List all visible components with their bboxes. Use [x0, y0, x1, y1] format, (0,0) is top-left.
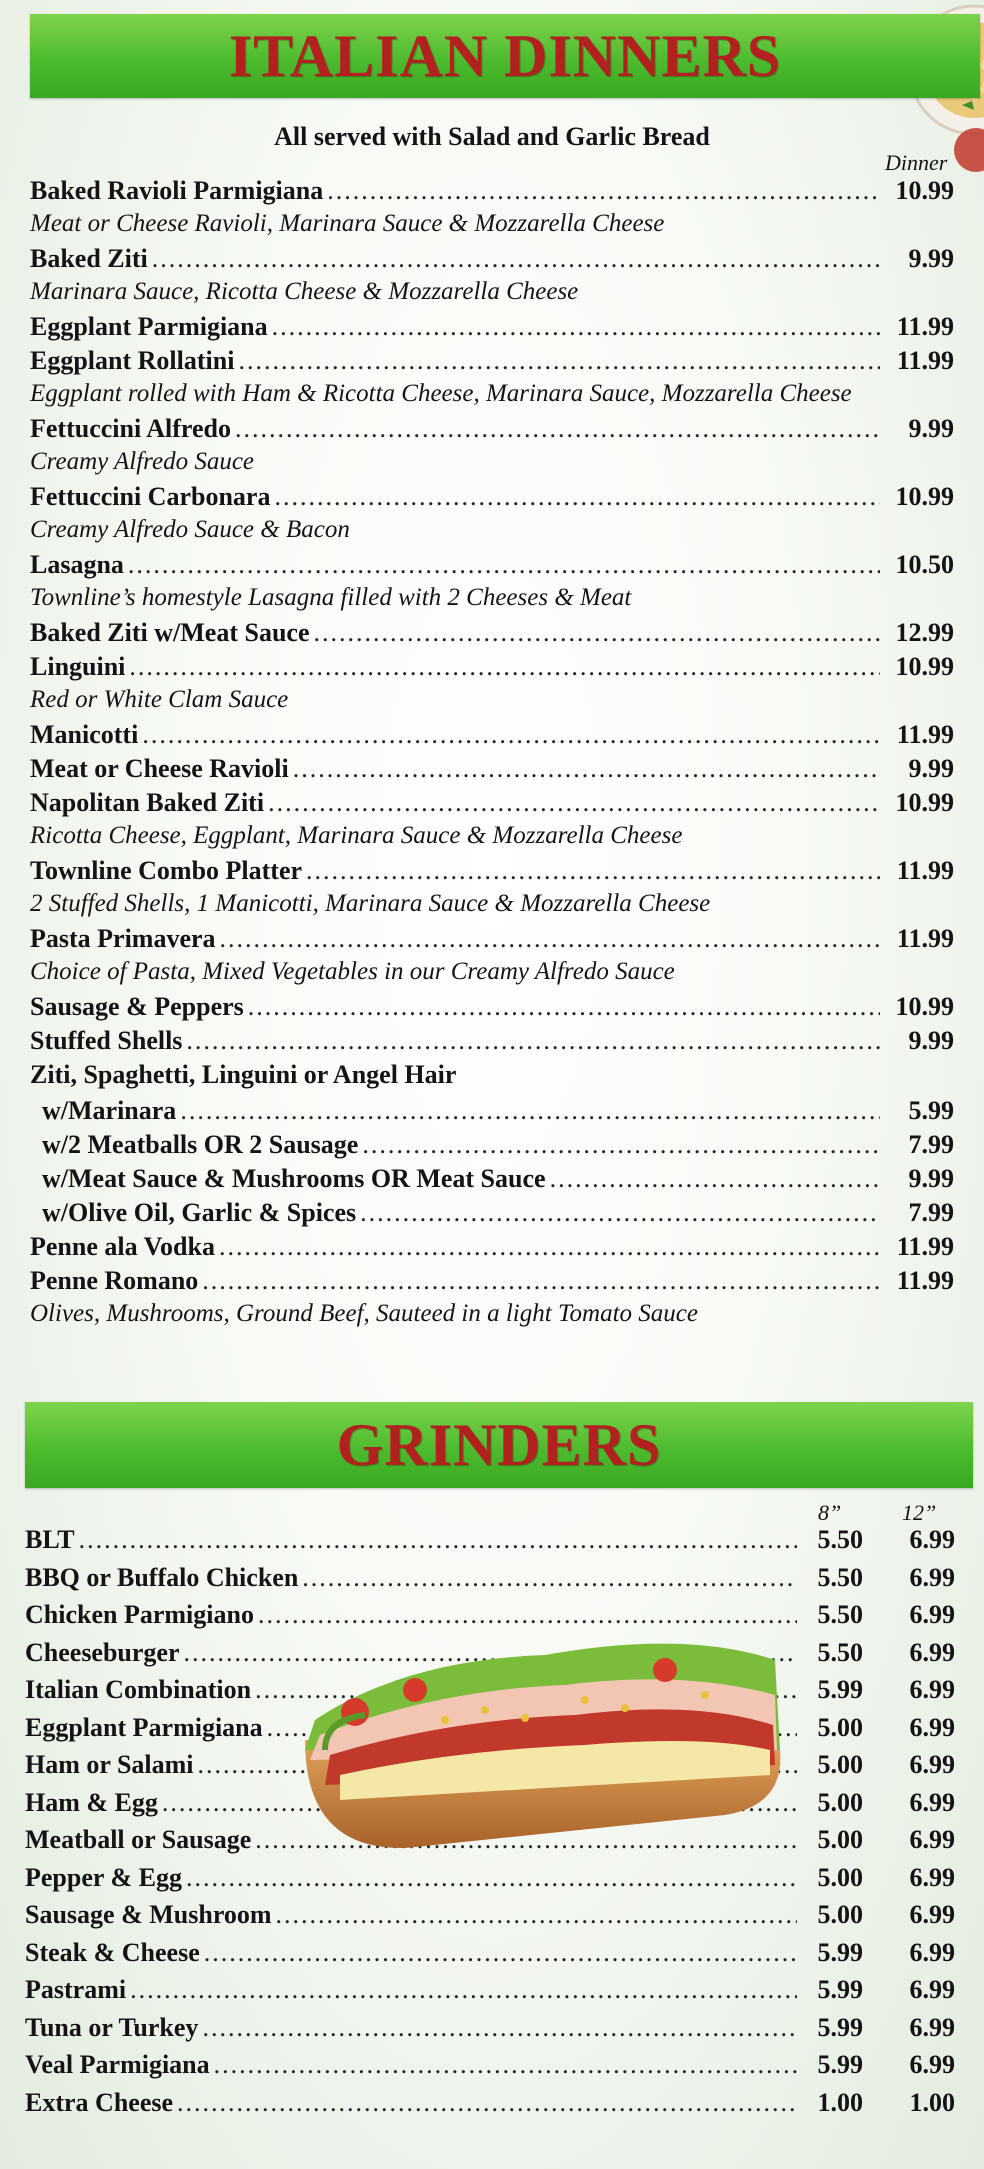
- item-price: 7.99: [908, 1130, 954, 1159]
- menu-item-row: [30, 788, 954, 818]
- item-price: 11.99: [896, 856, 954, 885]
- dot-leader: [268, 788, 880, 818]
- price-8-inch: 5.00: [817, 1862, 863, 1892]
- item-name: Penne Romano: [30, 1266, 199, 1295]
- price-8-inch: 5.50: [817, 1525, 863, 1554]
- item-name: Veal Parmigiana: [25, 2050, 210, 2079]
- dot-leader: [248, 992, 880, 1022]
- grinders-title: GRINDERS: [336, 1411, 662, 1478]
- item-name: Pasta Primavera: [30, 924, 216, 953]
- price-12-inch: 6.99: [909, 1975, 955, 2004]
- item-name: Cheeseburger: [25, 1637, 180, 1667]
- italian-subtitle: All served with Salad and Garlic Bread: [274, 122, 710, 151]
- item-description: Eggplant rolled with Ham & Ricotta Cheese, Marinara Sauce, Mozzarella Cheese: [30, 380, 852, 407]
- menu-item-row: [30, 346, 954, 376]
- grinders-banner: [25, 1402, 973, 1488]
- item-name: Baked Ziti: [30, 244, 148, 273]
- menu-item-row: [30, 754, 954, 784]
- item-description: Meat or Cheese Ravioli, Marinara Sauce & Mozzarella Cheese: [30, 210, 665, 237]
- dot-leader: [238, 346, 880, 376]
- dot-leader: [129, 652, 880, 682]
- price-12-inch: 6.99: [909, 1600, 955, 1629]
- dot-leader: [302, 1563, 797, 1593]
- menu-item-row: [30, 176, 954, 206]
- item-price: 11.99: [896, 1266, 954, 1295]
- item-name: Fettuccini Alfredo: [30, 414, 231, 443]
- item-name: Tuna or Turkey: [25, 2012, 199, 2042]
- dot-leader: [130, 1975, 797, 2005]
- item-price: 9.99: [908, 754, 954, 783]
- dot-leader: [362, 1130, 880, 1160]
- item-name: Eggplant Parmigiana: [30, 312, 268, 341]
- price-8-inch: 5.50: [817, 1637, 863, 1667]
- dot-leader: [219, 1232, 880, 1262]
- price-12-inch: 6.99: [909, 1712, 955, 1742]
- dot-leader: [186, 1026, 880, 1056]
- item-price: 11.99: [896, 1232, 954, 1261]
- menu-item-row: [30, 1026, 954, 1056]
- item-price: 10.99: [895, 652, 954, 681]
- item-price: 5.99: [908, 1096, 954, 1125]
- item-price: 7.99: [908, 1198, 954, 1227]
- item-price: 9.99: [908, 1164, 954, 1193]
- dot-leader: [180, 1096, 880, 1126]
- grinder-item-row: [25, 1863, 955, 1893]
- price-12-inch: 6.99: [909, 1637, 955, 1667]
- dot-leader: [202, 1266, 880, 1296]
- price-12-inch: 6.99: [909, 1562, 955, 1592]
- price-12-inch: 6.99: [909, 1787, 955, 1817]
- item-name: Extra Cheese: [25, 2087, 174, 2117]
- price-12-inch: 6.99: [909, 2050, 955, 2079]
- size-12-label: 12”: [902, 1500, 937, 1525]
- price-12-inch: 6.99: [909, 1900, 955, 1929]
- dot-leader: [276, 1900, 797, 1930]
- price-8-inch: 5.50: [817, 1562, 863, 1592]
- dot-leader: [152, 244, 880, 274]
- item-name: Penne ala Vodka: [30, 1232, 215, 1261]
- pasta-group-heading: Ziti, Spaghetti, Linguini or Angel Hair: [30, 1060, 457, 1089]
- item-description: Red or White Clam Sauce: [30, 686, 289, 713]
- item-name: Meatball or Sausage: [25, 1825, 252, 1854]
- item-name: Stuffed Shells: [30, 1026, 183, 1055]
- price-8-inch: 1.00: [817, 2087, 863, 2117]
- dot-leader: [220, 924, 880, 954]
- item-name: Pastrami: [25, 1975, 127, 2004]
- item-price: 11.99: [896, 346, 954, 375]
- item-name: w/Marinara: [42, 1096, 177, 1125]
- item-name: Steak & Cheese: [25, 1937, 200, 1967]
- dot-leader: [272, 312, 880, 342]
- dot-leader: [79, 1525, 797, 1555]
- dot-leader: [186, 1863, 797, 1893]
- item-name: w/2 Meatballs OR 2 Sausage: [42, 1130, 359, 1159]
- grinder-item-row: [25, 1975, 955, 2005]
- item-name: BLT: [25, 1525, 75, 1554]
- item-price: 9.99: [908, 414, 954, 443]
- price-8-inch: 5.99: [817, 1675, 863, 1704]
- dot-leader: [128, 550, 880, 580]
- item-price: 10.99: [895, 992, 954, 1021]
- dot-leader: [204, 1938, 797, 1968]
- pasta-option-row: [42, 1096, 954, 1126]
- price-12-inch: 6.99: [909, 1675, 955, 1704]
- price-8-inch: 5.50: [817, 1600, 863, 1629]
- dot-leader: [235, 414, 880, 444]
- price-12-inch: 1.00: [909, 2087, 955, 2117]
- price-8-inch: 5.00: [817, 1787, 863, 1817]
- price-8-inch: 5.99: [817, 2050, 863, 2079]
- item-name: Manicotti: [30, 720, 139, 749]
- price-12-inch: 6.99: [909, 1825, 955, 1854]
- menu-item-row: [30, 482, 954, 512]
- italian-dinners-title: ITALIAN DINNERS: [228, 22, 782, 89]
- item-name: Chicken Parmigiano: [25, 1600, 254, 1629]
- item-name: w/Meat Sauce & Mushrooms OR Meat Sauce: [42, 1164, 546, 1193]
- price-8-inch: 5.00: [817, 1712, 863, 1742]
- item-price: 11.99: [896, 312, 954, 341]
- price-8-inch: 5.99: [817, 2012, 863, 2042]
- item-name: Pepper & Egg: [25, 1862, 182, 1892]
- dot-leader: [314, 618, 881, 648]
- grinder-item-row: [25, 1525, 955, 1555]
- price-12-inch: 6.99: [909, 1862, 955, 1892]
- item-name: Ham & Egg: [25, 1787, 158, 1817]
- menu-item-row: [30, 720, 954, 750]
- price-12-inch: 6.99: [909, 1525, 955, 1554]
- dot-leader: [293, 754, 880, 784]
- item-price: 11.99: [896, 720, 954, 749]
- item-description: Choice of Pasta, Mixed Vegetables in our Creamy Alfredo Sauce: [30, 958, 675, 985]
- item-name: Italian Combination: [25, 1675, 252, 1704]
- menu-item-row: [30, 550, 954, 580]
- dot-leader: [142, 720, 880, 750]
- menu-item-row: [30, 652, 954, 682]
- item-price: 9.99: [908, 244, 954, 273]
- grinder-item-row: [25, 2088, 955, 2118]
- dot-leader: [214, 2050, 797, 2080]
- item-name: Linguini: [30, 652, 126, 681]
- menu-item-row: [30, 244, 954, 274]
- menu-item-row: [30, 414, 954, 444]
- price-8-inch: 5.00: [817, 1750, 863, 1779]
- menu-item-row: [30, 992, 954, 1022]
- menu-item-row: [30, 1266, 954, 1296]
- item-price: 10.99: [895, 788, 954, 817]
- menu-item-row: [30, 856, 954, 886]
- grinder-item-row: [25, 1900, 955, 1930]
- item-price: 10.50: [895, 550, 954, 579]
- item-description: Creamy Alfredo Sauce & Bacon: [30, 516, 350, 543]
- pasta-option-row: [42, 1164, 954, 1194]
- item-name: Eggplant Parmigiana: [25, 1712, 263, 1742]
- item-name: Lasagna: [30, 550, 124, 579]
- price-12-inch: 6.99: [909, 2012, 955, 2042]
- item-description: Townline’s homestyle Lasagna filled with 2 Cheeses & Meat: [30, 584, 632, 611]
- item-price: 12.99: [895, 618, 954, 647]
- price-8-inch: 5.99: [817, 1937, 863, 1967]
- dot-leader: [550, 1164, 880, 1194]
- grinder-sandwich-photo: [285, 1600, 795, 1860]
- price-8-inch: 5.00: [817, 1825, 863, 1854]
- item-name: Meat or Cheese Ravioli: [30, 754, 289, 783]
- grinder-item-row: [25, 1938, 955, 1968]
- grinder-item-row: [25, 1563, 955, 1593]
- item-description: Creamy Alfredo Sauce: [30, 448, 255, 475]
- item-description: Olives, Mushrooms, Ground Beef, Sauteed in a light Tomato Sauce: [30, 1300, 698, 1327]
- grinder-item-row: [25, 2013, 955, 2043]
- item-name: Fettuccini Carbonara: [30, 482, 271, 511]
- dot-leader: [202, 2013, 797, 2043]
- price-8-inch: 5.99: [817, 1975, 863, 2004]
- menu-item-row: [30, 1232, 954, 1262]
- item-name: Napolitan Baked Ziti: [30, 788, 265, 817]
- menu-item-row: [30, 924, 954, 954]
- item-price: 9.99: [908, 1026, 954, 1055]
- price-12-inch: 6.99: [909, 1750, 955, 1779]
- item-name: Baked Ravioli Parmigiana: [30, 176, 324, 205]
- menu-item-row: [30, 618, 954, 648]
- dot-leader: [274, 482, 880, 512]
- dot-leader: [306, 856, 880, 886]
- item-price: 11.99: [896, 924, 954, 953]
- menu-item-row: [30, 312, 954, 342]
- item-name: w/Olive Oil, Garlic & Spices: [42, 1198, 357, 1227]
- item-name: Baked Ziti w/Meat Sauce: [30, 618, 310, 647]
- italian-dinners-banner: [30, 14, 980, 98]
- dot-leader: [177, 2088, 797, 2118]
- item-price: 10.99: [895, 176, 954, 205]
- size-8-label: 8”: [818, 1500, 842, 1525]
- price-12-inch: 6.99: [909, 1937, 955, 1967]
- item-name: Ham or Salami: [25, 1750, 194, 1779]
- item-name: Townline Combo Platter: [30, 856, 303, 885]
- item-name: Sausage & Peppers: [30, 992, 244, 1021]
- pasta-option-row: [42, 1130, 954, 1160]
- item-name: Eggplant Rollatini: [30, 346, 235, 375]
- item-description: Marinara Sauce, Ricotta Cheese & Mozzarella Cheese: [30, 278, 579, 305]
- item-description: Ricotta Cheese, Eggplant, Marinara Sauce & Mozzarella Cheese: [30, 822, 683, 849]
- pasta-option-row: [42, 1198, 954, 1228]
- item-description: 2 Stuffed Shells, 1 Manicotti, Marinara Sauce & Mozzarella Cheese: [30, 890, 711, 917]
- dot-leader: [360, 1198, 880, 1228]
- dot-leader: [327, 176, 880, 206]
- grinder-item-row: [25, 2050, 955, 2080]
- item-name: Sausage & Mushroom: [25, 1900, 272, 1929]
- item-price: 10.99: [895, 482, 954, 511]
- item-name: BBQ or Buffalo Chicken: [25, 1562, 299, 1592]
- price-8-inch: 5.00: [817, 1900, 863, 1929]
- dinner-column-label: Dinner: [885, 150, 948, 175]
